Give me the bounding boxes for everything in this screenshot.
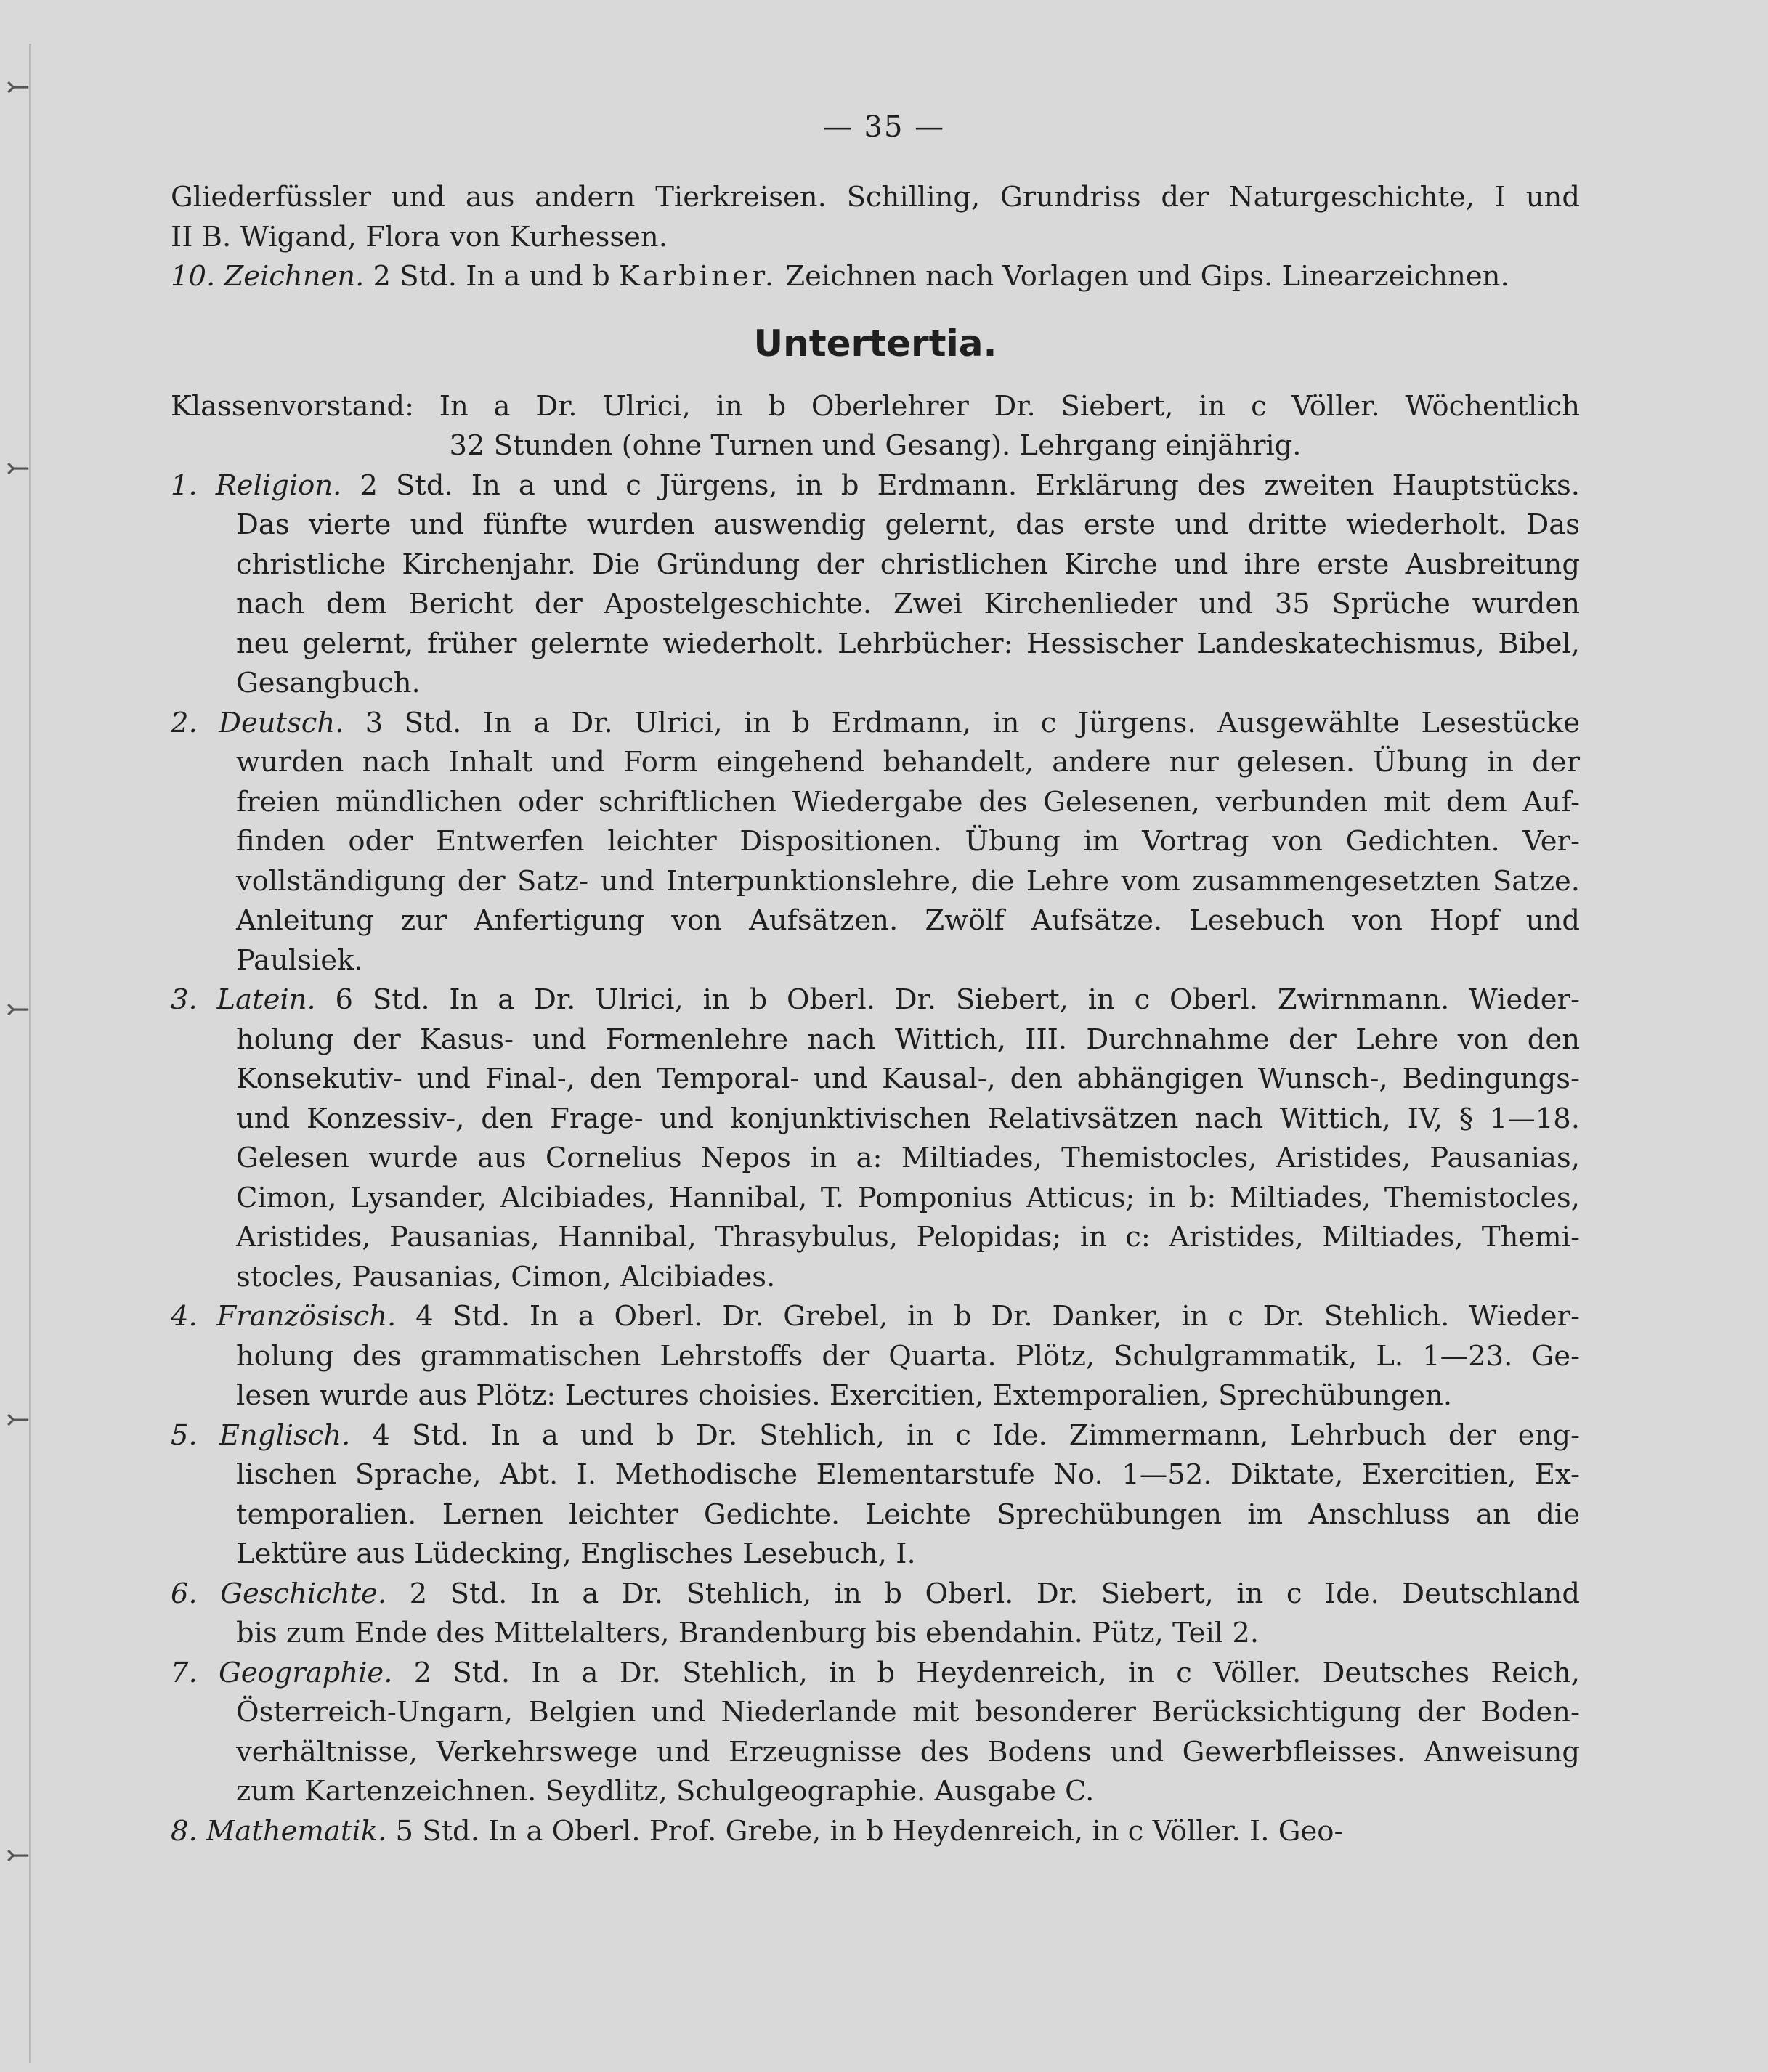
text-line: freien mündlichen oder schriftlichen Wiedergabe des Gelesenen, verbunden mit dem Auf-	[236, 785, 1580, 818]
text-line: Gesangbuch.	[236, 667, 421, 699]
text-line: holung der Kasus- und Formenlehre nach Wittich, III. Durchnahme der Lehre von den	[236, 1023, 1580, 1056]
klassen-line: 32 Stunden (ohne Turnen und Gesang). Lehrgang einjährig.	[449, 429, 1302, 462]
text-line: Gliederfüssler und aus andern Tierkreisen. Schilling, Grundriss der Naturgeschichte, I und	[171, 181, 1580, 214]
section-text: 2 Std. In a und c Jürgens, in b Erdmann. Erklärung des zweiten Hauptstücks.	[341, 468, 1580, 502]
subject-section	[171, 1654, 1580, 1812]
text-line: lesen wurde aus Plötz: Lectures choisies. Exercitien, Extemporalien, Sprechübungen.	[236, 1379, 1453, 1412]
section-subject: Mathematik.	[206, 1814, 387, 1848]
text-line: II B. Wigand, Flora von Kurhessen.	[171, 220, 668, 253]
text-line: Cimon, Lysander, Alcibiades, Hannibal, T. Pomponius Atticus; in b: Miltiades, Themistocles,	[236, 1181, 1580, 1214]
binding-pin-icon: ⤚	[6, 1403, 31, 1437]
text-line: Konsekutiv- und Final-, den Temporal- und Kausal-, den abhängigen Wunsch-, Bedingungs-	[236, 1063, 1580, 1095]
section-text: 3 Std. In a Dr. Ulrici, in b Erdmann, in c Jürgens. Ausgewählte Lesestücke	[344, 706, 1580, 739]
binding-pin-icon: ⤚	[6, 993, 31, 1026]
section-subject: Französisch.	[216, 1300, 397, 1333]
text-line: neu gelernt, früher gelernte wiederholt. Lehrbücher: Hessischer Landeskatechismus, Bibel,	[236, 627, 1580, 660]
section-text: 2 Std. In a Dr. Stehlich, in b Heydenreich, in c Völler. Deutsches Reich,	[392, 1656, 1580, 1689]
text-line: Lektüre aus Lüdecking, Englisches Lesebuch, I.	[236, 1537, 916, 1570]
text-line: wurden nach Inhalt und Form eingehend behandelt, andere nur gelesen. Übung in der	[236, 746, 1580, 779]
section-first-line	[171, 1297, 1580, 1337]
text-line: bis zum Ende des Mittelalters, Brandenburg bis ebendahin. Pütz, Teil 2.	[236, 1617, 1260, 1649]
subject-section	[171, 1416, 1580, 1575]
section-first-line	[171, 704, 1580, 744]
text-line: Gelesen wurde aus Cornelius Nepos in a: Miltiades, Themistocles, Aristides, Pausanias,	[236, 1142, 1580, 1174]
text-line: holung des grammatischen Lehrstoffs der Quarta. Plötz, Schulgrammatik, L. 1—23. Ge-	[236, 1339, 1580, 1373]
text-line: Das vierte und fünfte wurden auswendig gelernt, das erste und dritte wiederholt. Das	[236, 508, 1580, 541]
binding-pin-icon: ⤚	[6, 1839, 31, 1872]
section-subject: Deutsch.	[219, 706, 344, 739]
section-text: 6 Std. In a Dr. Ulrici, in b Oberl. Dr. Siebert, in c Oberl. Zwirnmann. Wieder-	[315, 983, 1580, 1016]
text-line: finden oder Entwerfen leichter Dispositionen. Übung im Vortrag von Gedichten. Ver-	[236, 825, 1580, 858]
section-text: 2 Std. In a und b	[364, 260, 620, 293]
page-number: — 35 —	[822, 110, 946, 144]
text-line: nach dem Bericht der Apostelgeschichte. Zwei Kirchenlieder und 35 Sprüche wurden	[236, 588, 1580, 620]
section-number: 3.	[171, 983, 198, 1016]
section-number: 2.	[171, 706, 198, 739]
binding-edge	[29, 44, 31, 2063]
section-subject: Latein.	[216, 983, 316, 1016]
teacher-name: Karbiner.	[619, 260, 777, 293]
section-number: 8.	[171, 1814, 198, 1848]
section-first-line	[171, 1812, 1580, 1852]
section-subject: Zeichnen.	[224, 260, 365, 293]
subject-section	[171, 466, 1580, 704]
text-line: Paulsiek.	[236, 943, 363, 977]
subject-section	[171, 704, 1580, 981]
text-line: und Konzessiv-, den Frage- und konjunktivischen Relativsätzen nach Wittich, IV, § 1—18.	[236, 1102, 1580, 1135]
section-number: 4.	[171, 1300, 198, 1333]
subject-section	[171, 1297, 1580, 1416]
subject-section	[171, 1812, 1580, 1852]
section-text: 4 Std. In a und b Dr. Stehlich, in c Ide. Zimmermann, Lehrbuch der eng-	[350, 1418, 1580, 1452]
text-line: christliche Kirchenjahr. Die Gründung der christlichen Kirche und ihre erste Ausbreitung	[236, 548, 1580, 581]
section-first-line	[171, 1575, 1580, 1614]
section-subject: Geographie.	[218, 1656, 393, 1689]
section-number: 6.	[171, 1577, 198, 1610]
text-line: verhältnisse, Verkehrswege und Erzeugnisse des Bodens und Gewerbfleisses. Anweisung	[236, 1735, 1580, 1768]
section-subject: Religion.	[215, 468, 342, 502]
section-text: 5 Std. In a Oberl. Prof. Grebe, in b Heydenreich, in c Völler. I. Geo-	[386, 1814, 1344, 1848]
section-first-line	[171, 980, 1580, 1020]
section-first-line	[171, 1416, 1580, 1456]
text-line: lischen Sprache, Abt. I. Methodische Elementarstufe No. 1—52. Diktate, Exercitien, Ex-	[236, 1458, 1580, 1491]
section-number: 7.	[171, 1656, 198, 1689]
section-subject: Geschichte.	[220, 1577, 387, 1610]
class-heading: Untertertia.	[753, 322, 997, 365]
text-line: vollständigung der Satz- und Interpunktionslehre, die Lehre vom zusammengesetzten Satze.	[236, 864, 1580, 898]
klassen-line: Klassenvorstand: In a Dr. Ulrici, in b Oberlehrer Dr. Siebert, in c Völler. Wöchentlich	[171, 389, 1580, 423]
section-number: 10.	[171, 260, 216, 293]
section-first-line	[171, 1654, 1580, 1694]
text-line: Österreich-Ungarn, Belgien und Niederlande mit besonderer Berücksichtigung der Boden-	[236, 1696, 1580, 1728]
subject-section	[171, 980, 1580, 1297]
text-line: Anleitung zur Anfertigung von Aufsätzen. Zwölf Aufsätze. Lesebuch von Hopf und	[236, 904, 1580, 937]
text-line: temporalien. Lernen leichter Gedichte. Leichte Sprechübungen im Anschluss an die	[236, 1498, 1580, 1531]
subject-sections	[171, 466, 1580, 1852]
section-number: 5.	[171, 1418, 198, 1452]
subject-section	[171, 1575, 1580, 1654]
section-subject: Englisch.	[219, 1418, 351, 1452]
text-line: zum Kartenzeichnen. Seydlitz, Schulgeographie. Ausgabe C.	[236, 1775, 1095, 1808]
section-first-line	[171, 466, 1580, 506]
page-body	[171, 178, 1580, 1851]
binding-pin-icon: ⤚	[6, 70, 31, 104]
text-line: Aristides, Pausanias, Hannibal, Thrasybulus, Pelopidas; in c: Aristides, Miltiades, Themi-	[236, 1221, 1580, 1254]
zeichnen-paragraph	[171, 257, 1580, 297]
section-text: 4 Std. In a Oberl. Dr. Grebel, in b Dr. Danker, in c Dr. Stehlich. Wieder-	[396, 1300, 1580, 1333]
binding-pin-icon: ⤚	[6, 452, 31, 485]
section-number: 1.	[171, 468, 198, 502]
text-line: stocles, Pausanias, Cimon, Alcibiades.	[236, 1260, 776, 1293]
section-text: Zeichnen nach Vorlagen und Gips. Linearzeichnen.	[776, 260, 1509, 293]
section-text: 2 Std. In a Dr. Stehlich, in b Oberl. Dr. Siebert, in c Ide. Deutschland	[386, 1577, 1580, 1610]
